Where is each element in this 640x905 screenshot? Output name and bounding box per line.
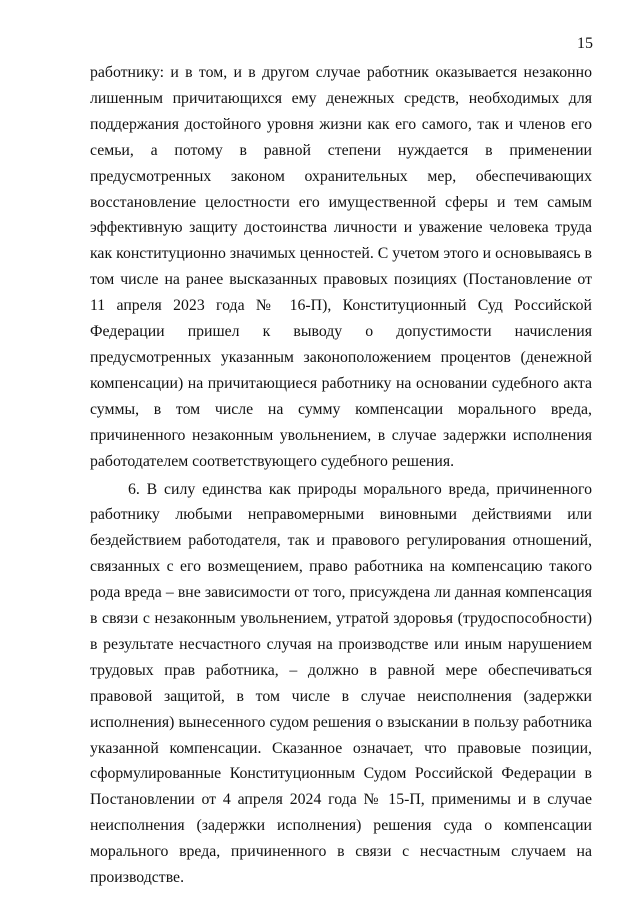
document-body bbox=[90, 60, 592, 891]
paragraph-continuation: работнику: и в том, и в другом случае работник оказывается незаконно лишенным причитающихся ему денежных средств, необходимых для поддержания достойного уровня жизни как его самого, так и членов его семьи, а потому в равной степени нуждается в применении предусмотренных законом охранительных мер, обеспечивающих восстановление целостности его имущественной сферы и тем самым эффективную защиту достоинства личности и уважение человека труда как конституционно значимых ценностей. С учетом этого и основываясь в том числе на ранее высказанных правовых позициях (Постановление от 11 апреля 2023 года № 16-П), Конституционный Суд Российской Федерации пришел к выводу о допустимости начисления предусмотренных указанным законоположением процентов (денежной компенсации) на причитающиеся работнику на основании судебного акта суммы, в том числе на сумму компенсации морального вреда, причиненного незаконным увольнением, в случае задержки исполнения работодателем соответствующего судебного решения. bbox=[90, 64, 592, 470]
paragraph-6: 6. В силу единства как природы морального вреда, причиненного работнику любыми неправомерными виновными действиями или бездействием работодателя, так и правового регулирования отношений, связанных с его возмещением, право работника на компенсацию такого рода вреда – вне зависимости от того, присуждена ли данная компенсация в связи с незаконным увольнением, утратой здоровья (трудоспособности) в результате несчастного случая на производстве или иным нарушением трудовых прав работника, – должно в равной мере обеспечиваться правовой защитой, в том числе в случае неисполнения (задержки исполнения) вынесенного судом решения о взыскании в пользу работника указанной компенсации. Сказанное означает, что правовые позиции, сформулированные Конституционным Судом Российской Федерации в Постановлении от 4 апреля 2024 года № 15-П, применимы и в случае неисполнения (задержки исполнения) решения суда о компенсации морального вреда, причиненного в связи с несчастным случаем на производстве. bbox=[90, 480, 592, 887]
page-number: 15 bbox=[577, 35, 593, 52]
